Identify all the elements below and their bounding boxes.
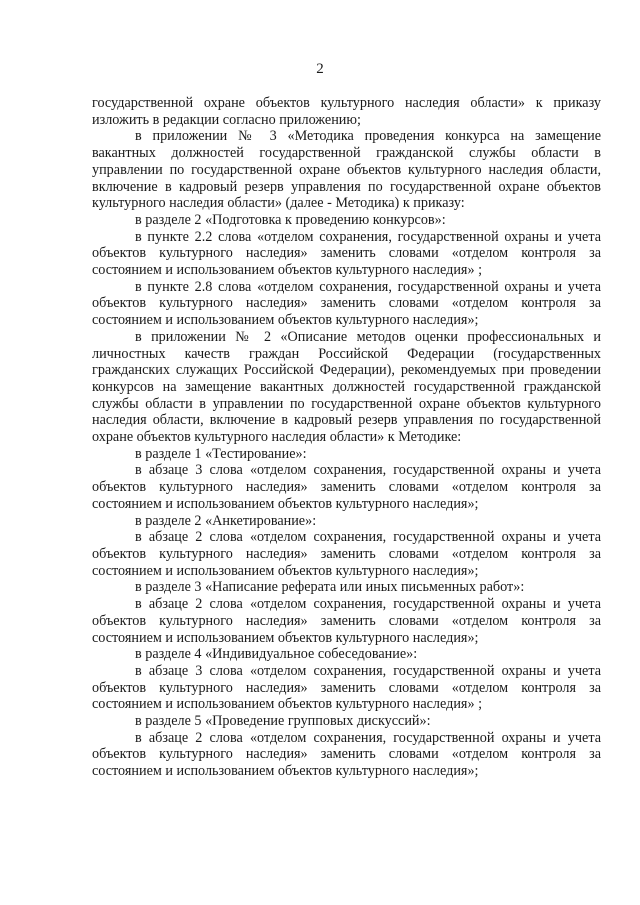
paragraph-4: в пункте 2.2 слова «отделом сохранения, государственной охраны и учета объектов культурного наследия» заменить словами «отделом контроля за состоянием и использованием объектов культурного наследия» ; [92, 228, 601, 279]
page-number: 2 [316, 61, 324, 77]
paragraph-15: в разделе 5 «Проведение групповых дискуссий»: [135, 713, 431, 730]
paragraph-14: в абзаце 3 слова «отделом сохранения, государственной охраны и учета объектов культурного наследия» заменить словами «отделом контроля за состоянием и использованием объектов культурного наследия» ; [92, 662, 601, 713]
paragraph-1: государственной охране объектов культурного наследия области» к приказу изложить в редакции согласно приложению; [92, 95, 601, 128]
paragraph-6: в приложении № 2 «Описание методов оценки профессиональных и личностных качеств граждан Российской Федерации (государственных гражданских служащих Российской Федерации), рекомендуемых при проведении конкурсов на замещение вакантных должностей государственной гражданской службы области в управлении по государственной охране объектов культурного наследия области, включение в кадровый резерв управления по государственной охране объектов культурного наследия области» к Методике: [92, 328, 601, 446]
paragraph-11: в разделе 3 «Написание реферата или иных письменных работ»: [135, 579, 525, 596]
paragraph-12: в абзаце 2 слова «отделом сохранения, государственной охраны и учета объектов культурного наследия» заменить словами «отделом контроля за состоянием и использованием объектов культурного наследия»; [92, 596, 601, 646]
paragraph-2: в приложении № 3 «Методика проведения конкурса на замещение вакантных должностей государственной гражданской службы области в управлении по государственной охране объектов культурного наследия области, включение в кадровый резерв управления по государственной охране объектов культурного наследия области» (далее - Методика) к приказу: [92, 128, 601, 212]
paragraph-16: в абзаце 2 слова «отделом сохранения, государственной охраны и учета объектов культурного наследия» заменить словами «отделом контроля за состоянием и использованием объектов культурного наследия»; [92, 729, 601, 780]
paragraph-5: в пункте 2.8 слова «отделом сохранения, государственной охраны и учета объектов культурного наследия» заменить словами «отделом контроля за состоянием и использованием объектов культурного наследия»; [92, 278, 601, 329]
paragraph-9: в разделе 2 «Анкетирование»: [135, 512, 317, 529]
document-body [92, 95, 601, 780]
paragraph-3: в разделе 2 «Подготовка к проведению конкурсов»: [135, 211, 446, 228]
paragraph-7: в разделе 1 «Тестирование»: [135, 445, 307, 462]
paragraph-10: в абзаце 2 слова «отделом сохранения, государственной охраны и учета объектов культурного наследия» заменить словами «отделом контроля за состоянием и использованием объектов культурного наследия»; [92, 529, 601, 579]
paragraph-8: в абзаце 3 слова «отделом сохранения, государственной охраны и учета объектов культурного наследия» заменить словами «отделом контроля за состоянием и использованием объектов культурного наследия»; [92, 462, 601, 512]
paragraph-13: в разделе 4 «Индивидуальное собеседование»: [135, 646, 418, 663]
